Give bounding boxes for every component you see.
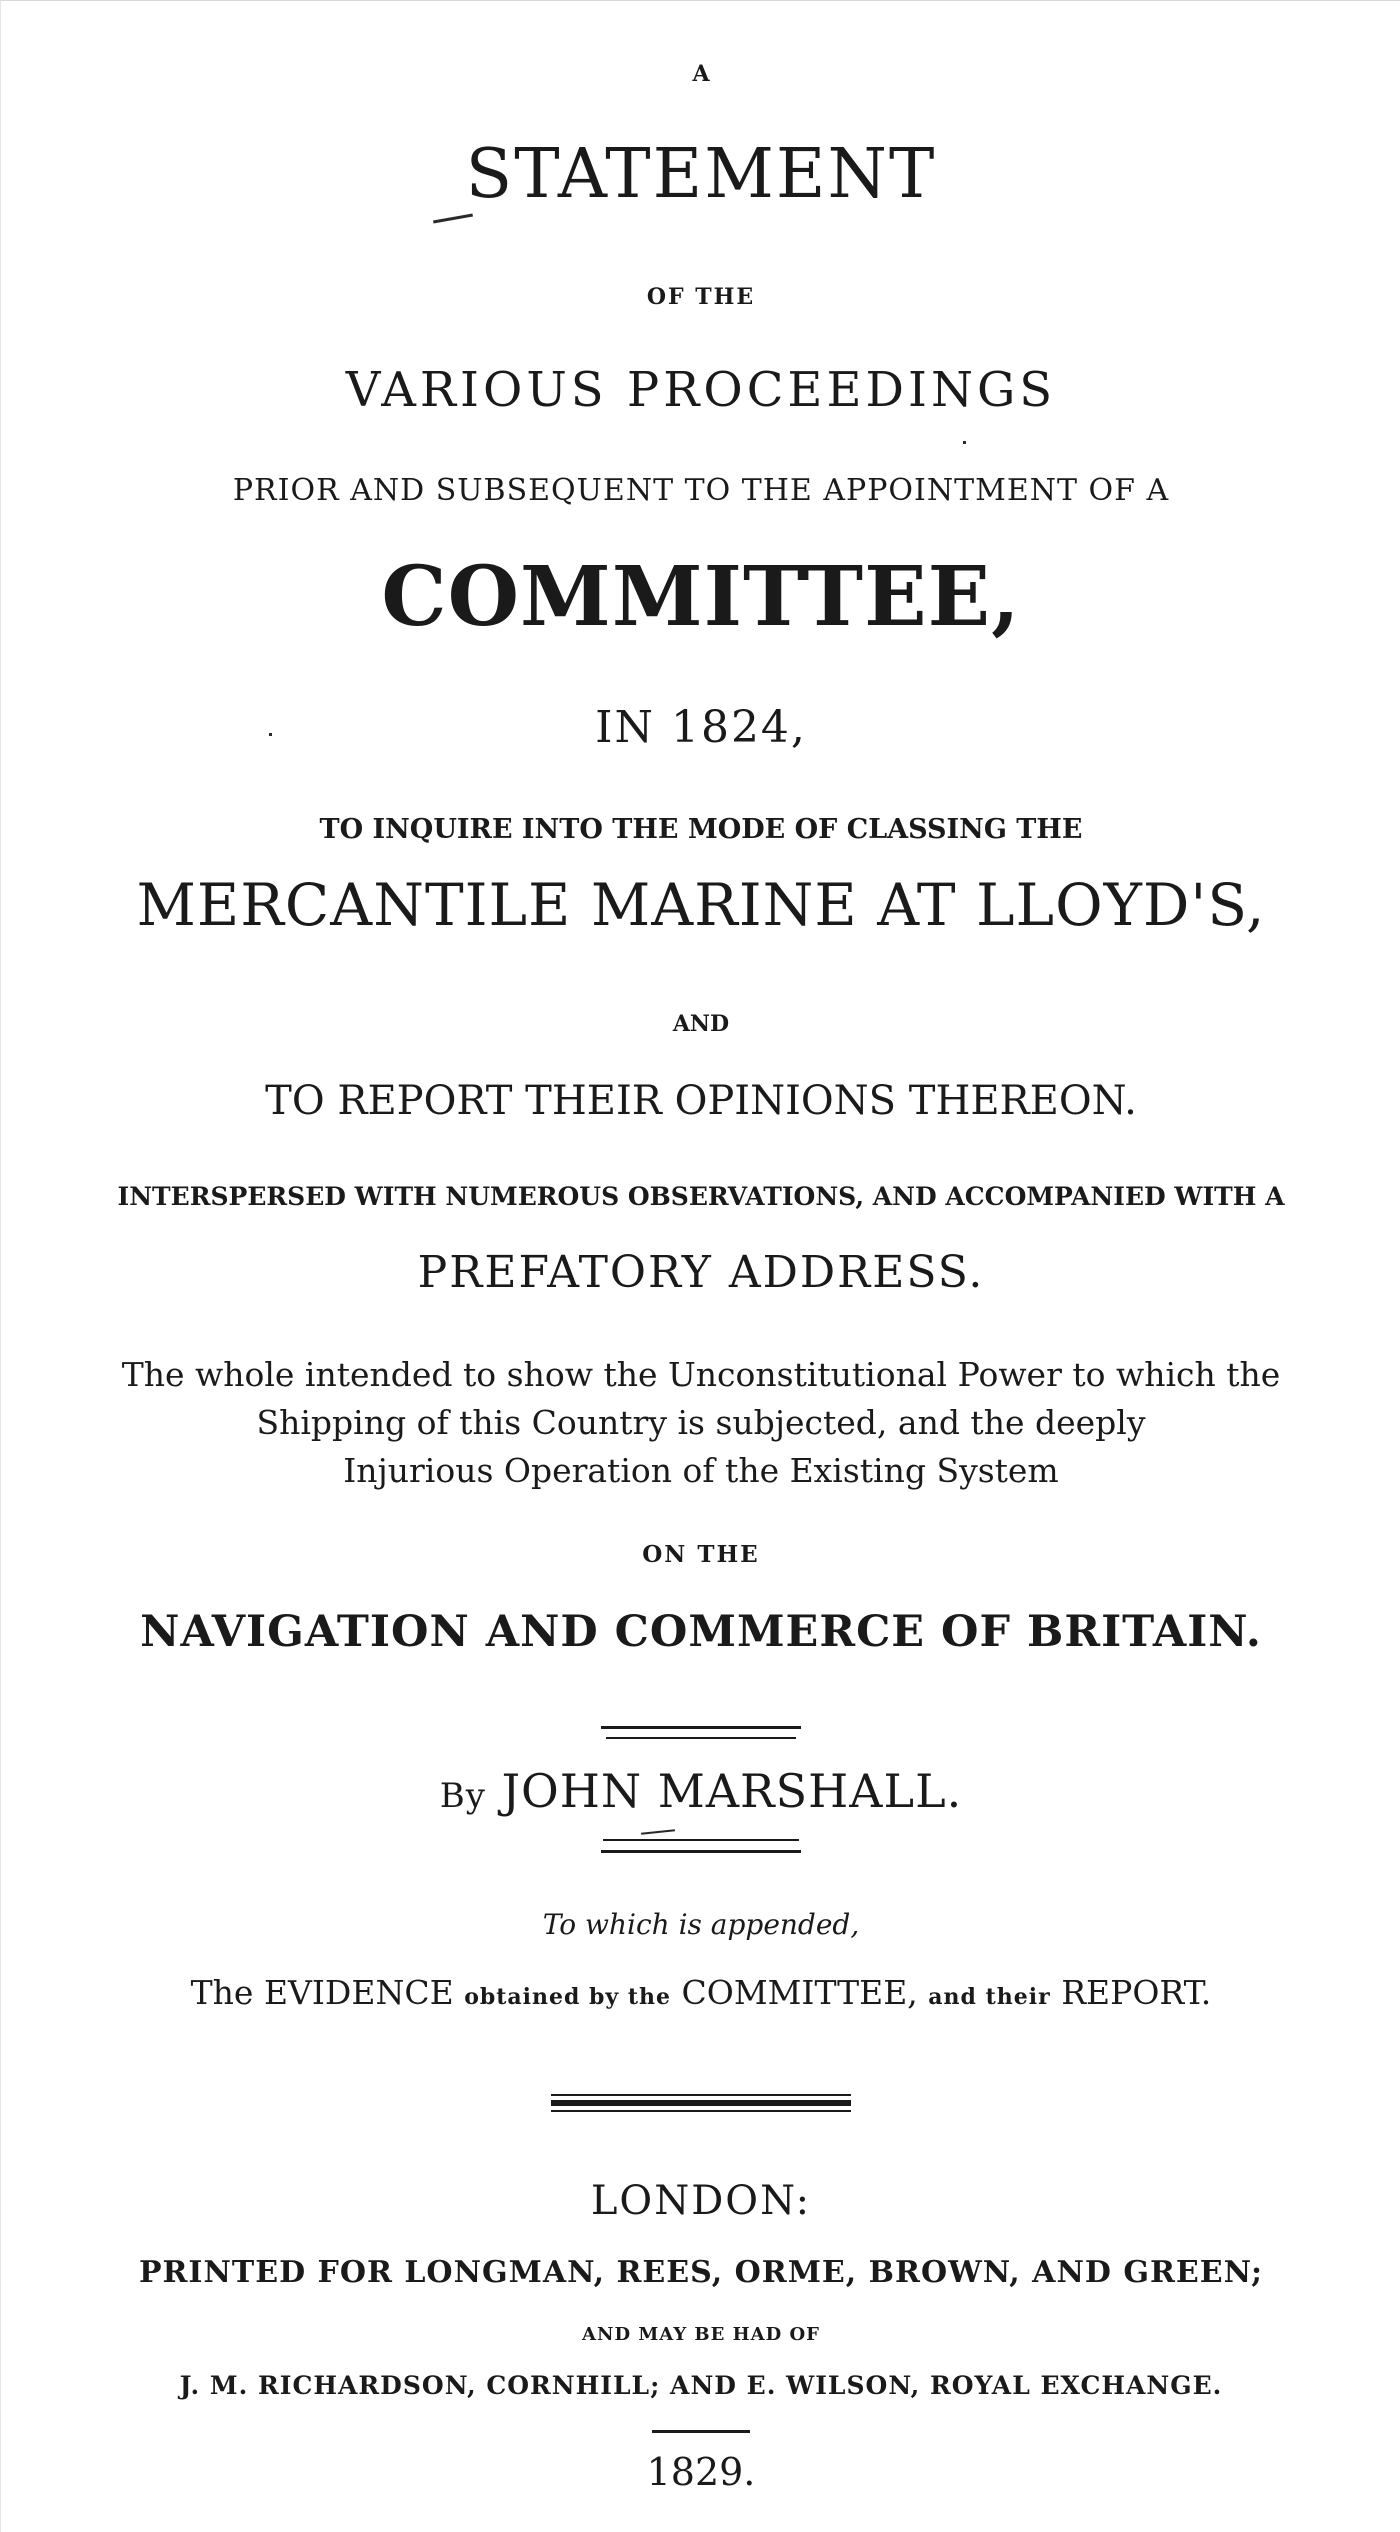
- in-word: IN: [595, 702, 655, 753]
- evidence-committee: COMMITTEE,: [681, 1973, 918, 2012]
- evidence-report: REPORT.: [1061, 1973, 1212, 2012]
- author-name: JOHN MARSHALL.: [501, 1764, 963, 1818]
- thick-rule: [551, 2094, 851, 2112]
- title-interspersed: INTERSPERSED WITH NUMEROUS OBSERVATIONS, AND ACCOMPANIED WITH A: [117, 1182, 1285, 1211]
- title-prefatory-address: PREFATORY ADDRESS.: [417, 1247, 985, 1298]
- description-line-3: Injurious Operation of the Existing System: [343, 1451, 1059, 1490]
- appended-note: To which is appended,: [542, 1908, 860, 1941]
- description-line-2: Shipping of this Country is subjected, and the deeply: [256, 1403, 1146, 1442]
- ink-speck: [963, 441, 966, 444]
- description-line-1: The whole intended to show the Unconstitutional Power to which the: [121, 1355, 1281, 1394]
- title-navigation-commerce: NAVIGATION AND COMMERCE OF BRITAIN.: [140, 1607, 1262, 1657]
- evidence-line: [1, 1973, 1400, 2012]
- title-to-report: TO REPORT THEIR OPINIONS THEREON.: [265, 1078, 1137, 1124]
- imprint-year: 1829.: [646, 2450, 756, 2494]
- title-on-the: ON THE: [642, 1541, 760, 1568]
- double-rule-top: [601, 1726, 801, 1739]
- double-rule-bottom: [601, 1839, 801, 1853]
- author-line: [1, 1764, 1400, 1818]
- short-rule: [652, 2430, 750, 2433]
- title-and: AND: [672, 1011, 730, 1037]
- title-in-year: [1, 702, 1400, 753]
- imprint-city: LONDON:: [590, 2178, 812, 2224]
- evidence-and-their: and their: [928, 1984, 1051, 2010]
- ink-mark: [641, 1829, 675, 1835]
- title-to-inquire: TO INQUIRE INTO THE MODE OF CLASSING THE: [319, 814, 1083, 845]
- imprint-may-be-had: AND MAY BE HAD OF: [582, 2324, 820, 2345]
- by-word: By: [439, 1776, 486, 1816]
- evidence-obtained: obtained by the: [464, 1984, 672, 2010]
- title-article: A: [692, 61, 710, 87]
- title-of-the: OF THE: [646, 284, 756, 310]
- committee-year: 1824,: [670, 702, 807, 753]
- title-prior-subsequent: PRIOR AND SUBSEQUENT TO THE APPOINTMENT OF A: [232, 473, 1170, 508]
- imprint-printed-for: PRINTED FOR LONGMAN, REES, ORME, BROWN, AND GREEN;: [138, 2255, 1264, 2290]
- evidence-the: The: [190, 1973, 254, 2012]
- title-various-proceedings: VARIOUS PROCEEDINGS: [345, 362, 1057, 418]
- evidence-word: EVIDENCE: [263, 1973, 454, 2012]
- ink-mark: [433, 214, 473, 224]
- title-statement: STATEMENT: [465, 135, 937, 214]
- imprint-sellers: J. M. RICHARDSON, CORNHILL; AND E. WILSON, ROYAL EXCHANGE.: [179, 2371, 1223, 2400]
- title-mercantile-marine: MERCANTILE MARINE AT LLOYD'S,: [136, 871, 1266, 939]
- title-committee: COMMITTEE,: [381, 549, 1021, 645]
